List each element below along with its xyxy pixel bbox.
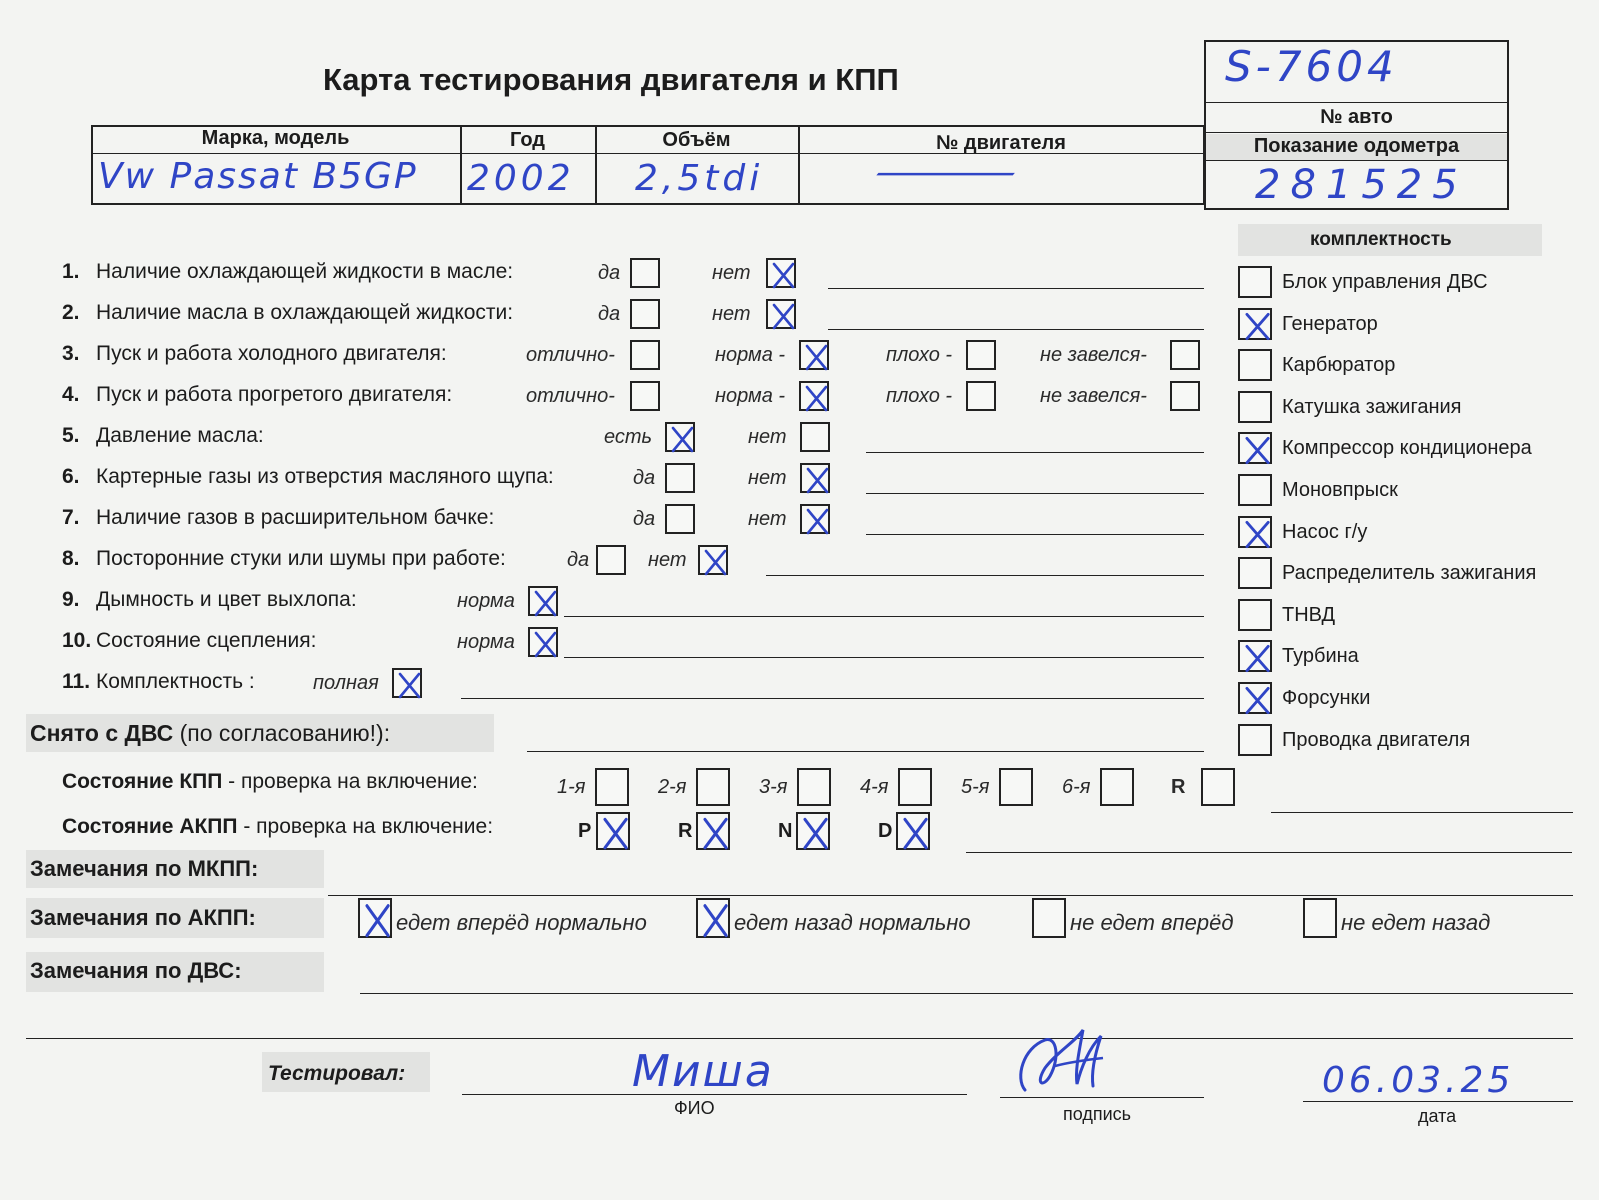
check-mark-icon	[1238, 432, 1276, 468]
check-mark-icon	[799, 340, 833, 374]
komplekt-item-9: ТНВД	[1282, 603, 1336, 626]
value-model: Vw Passat B5GP	[98, 156, 418, 197]
q10-comment-line[interactable]	[564, 657, 1204, 658]
option-label: норма -	[715, 344, 786, 366]
q2-comment-line[interactable]	[828, 329, 1204, 330]
question-text-11: Комплектность :	[96, 670, 255, 693]
check-mark-icon	[665, 422, 699, 456]
divider	[1204, 160, 1509, 161]
akpp-label: Состояние АКПП - проверка на включение:	[62, 815, 494, 838]
q8-option-1-checkbox[interactable]	[596, 545, 626, 575]
question-number: 2.	[62, 301, 80, 324]
q7-option-2-checkbox[interactable]	[800, 504, 830, 534]
question-text-4: Пуск и работа прогретого двигателя:	[96, 383, 453, 406]
question-number: 6.	[62, 465, 80, 488]
q2-option-1-checkbox[interactable]	[630, 299, 660, 329]
option-label: не завелся-	[1040, 344, 1147, 366]
question-text-3: Пуск и работа холодного двигателя:	[96, 342, 447, 365]
q3-option-3-checkbox[interactable]	[966, 340, 996, 370]
check-mark-icon	[896, 812, 934, 854]
value-volume: 2,5tdi	[635, 158, 764, 199]
question-number: 10.	[62, 629, 92, 652]
kpp-gear-3-checkbox[interactable]	[797, 768, 831, 806]
fio-handwritten: Миша	[632, 1046, 774, 1097]
q8-comment-line[interactable]	[766, 575, 1204, 576]
komplekt-item-10: Турбина	[1282, 645, 1359, 668]
q8-option-2-checkbox[interactable]	[698, 545, 728, 575]
komplekt-item-8: Распределитель зажигания	[1282, 562, 1537, 585]
q11-comment-line[interactable]	[461, 698, 1204, 699]
question-text-10: Состояние сцепления:	[96, 629, 317, 652]
q11-option-1-checkbox[interactable]	[392, 668, 422, 698]
komplekt-item-3: Карбюратор	[1282, 354, 1396, 377]
car-number-label: № авто	[1320, 106, 1393, 128]
kpp-gear-label: R	[1171, 776, 1186, 798]
signature-caption: подпись	[1063, 1104, 1132, 1124]
komplekt-item-5: Компрессор кондиционера	[1282, 437, 1532, 460]
option-label: нет	[748, 508, 787, 530]
komplekt-item-4: Катушка зажигания	[1282, 395, 1462, 418]
question-number: 7.	[62, 506, 80, 529]
removed-line[interactable]	[527, 751, 1204, 752]
kpp-gear-label: 1-я	[557, 776, 586, 798]
akpp-remark-2-label: едет назад нормально	[734, 910, 971, 935]
akpp-gear-D-checkbox[interactable]	[896, 812, 930, 850]
q6-comment-line[interactable]	[866, 493, 1204, 494]
question-number: 9.	[62, 588, 80, 611]
q3-option-4-checkbox[interactable]	[1170, 340, 1200, 370]
check-mark-icon	[1238, 640, 1276, 676]
option-label: не завелся-	[1040, 385, 1147, 407]
check-mark-icon	[1238, 516, 1276, 552]
akpp-gear-P-checkbox[interactable]	[596, 812, 630, 850]
option-label: да	[633, 467, 656, 489]
question-text-2: Наличие масла в охлаждающей жидкости:	[96, 301, 514, 324]
q9-option-1-checkbox[interactable]	[528, 586, 558, 616]
check-mark-icon	[698, 545, 732, 579]
check-mark-icon	[528, 627, 562, 661]
mkpp-remark-line[interactable]	[328, 895, 1573, 896]
mkpp-remark-label: Замечания по МКПП:	[30, 856, 259, 881]
question-text-6: Картерные газы из отверстия масляного щупа:	[96, 465, 554, 488]
akpp-gear-label: D	[878, 820, 893, 842]
akpp-line[interactable]	[966, 852, 1572, 853]
check-mark-icon	[799, 381, 833, 415]
question-number: 3.	[62, 342, 80, 365]
question-text-9: Дымность и цвет выхлопа:	[96, 588, 357, 611]
odometer-label: Показание одометра	[1253, 135, 1460, 157]
question-number: 5.	[62, 424, 80, 447]
check-mark-icon	[696, 812, 734, 854]
q7-comment-line[interactable]	[866, 534, 1204, 535]
date-line[interactable]	[1303, 1101, 1573, 1102]
q4-option-2-checkbox[interactable]	[799, 381, 829, 411]
akpp-gear-label: R	[678, 820, 693, 842]
check-mark-icon	[796, 812, 834, 854]
kpp-gear-label: 5-я	[961, 776, 990, 798]
akpp-remark-1-checkbox[interactable]	[358, 898, 392, 938]
question-text-1: Наличие охлаждающей жидкости в масле:	[96, 260, 514, 283]
option-label: нет	[648, 549, 687, 571]
komplekt-item-1: Блок управления ДВС	[1282, 271, 1488, 293]
q1-comment-line[interactable]	[828, 288, 1204, 289]
komplekt-checkbox-1[interactable]	[1238, 266, 1272, 298]
kpp-gear-2-checkbox[interactable]	[696, 768, 730, 806]
odometer-value: 281525	[1255, 162, 1468, 208]
komplekt-checkbox-11[interactable]	[1238, 682, 1272, 714]
check-mark-icon	[800, 463, 834, 497]
kpp-gear-5-checkbox[interactable]	[999, 768, 1033, 806]
komplekt-checkbox-5[interactable]	[1238, 432, 1272, 464]
option-label: да	[567, 549, 590, 571]
kpp-label: Состояние КПП - проверка на включение:	[62, 770, 478, 793]
akpp-gear-label: P	[578, 820, 592, 842]
check-mark-icon	[1238, 682, 1276, 718]
question-text-7: Наличие газов в расширительном бачке:	[96, 506, 495, 529]
option-label: норма -	[715, 385, 786, 407]
q5-option-2-checkbox[interactable]	[800, 422, 830, 452]
car-number-value: S-7604	[1225, 42, 1398, 91]
kpp-gear-4-checkbox[interactable]	[898, 768, 932, 806]
check-mark-icon	[528, 586, 562, 620]
option-label: нет	[748, 467, 787, 489]
komplekt-checkbox-10[interactable]	[1238, 640, 1272, 672]
kpp-gear-label: 2-я	[658, 776, 687, 798]
komplektnost-title: комплектность	[1310, 229, 1452, 250]
dvs-remark-line[interactable]	[360, 993, 1573, 994]
option-label: норма	[457, 631, 515, 653]
akpp-remark-4-label: не едет назад	[1341, 910, 1491, 935]
check-mark-icon	[696, 898, 734, 942]
q6-option-2-checkbox[interactable]	[800, 463, 830, 493]
komplekt-checkbox-6[interactable]	[1238, 474, 1272, 506]
q1-option-2-checkbox[interactable]	[766, 258, 796, 288]
option-label: отлично-	[526, 385, 615, 407]
kpp-gear-1-checkbox[interactable]	[595, 768, 629, 806]
col-header-engine-number: № двигателя	[936, 132, 1066, 154]
divider	[1204, 132, 1509, 133]
q4-option-1-checkbox[interactable]	[630, 381, 660, 411]
check-mark-icon	[766, 258, 800, 292]
check-mark-icon	[392, 668, 426, 702]
q4-option-4-checkbox[interactable]	[1170, 381, 1200, 411]
akpp-remark-4-checkbox[interactable]	[1303, 898, 1337, 938]
col-header-model: Марка, модель	[201, 127, 350, 149]
akpp-remark-3-label: не едет вперёд	[1070, 910, 1234, 935]
option-label: да	[598, 303, 621, 325]
value-engine-number: —	[870, 152, 1022, 193]
komplekt-item-2: Генератор	[1282, 312, 1378, 335]
option-label: полная	[313, 672, 379, 694]
check-mark-icon	[1238, 308, 1276, 344]
q1-option-1-checkbox[interactable]	[630, 258, 660, 288]
option-label: нет	[748, 426, 787, 448]
option-label: отлично-	[526, 344, 615, 366]
option-label: да	[598, 262, 621, 284]
akpp-remark-2-checkbox[interactable]	[696, 898, 730, 938]
akpp-remark-3-checkbox[interactable]	[1032, 898, 1066, 938]
check-mark-icon	[766, 299, 800, 333]
option-label: плохо -	[886, 344, 953, 366]
komplekt-item-7: Насос г/у	[1282, 520, 1368, 543]
value-year: 2002	[467, 158, 575, 199]
akpp-gear-N-checkbox[interactable]	[796, 812, 830, 850]
q3-option-2-checkbox[interactable]	[799, 340, 829, 370]
date-handwritten: 06.03.25	[1322, 1060, 1515, 1101]
date-caption: дата	[1418, 1106, 1457, 1126]
question-number: 11.	[62, 670, 91, 693]
kpp-line[interactable]	[1271, 812, 1573, 813]
dvs-remark-line-2[interactable]	[26, 1038, 1573, 1039]
q5-comment-line[interactable]	[866, 452, 1204, 453]
option-label: есть	[604, 426, 653, 448]
q9-comment-line[interactable]	[564, 616, 1204, 617]
option-label: норма	[457, 590, 515, 612]
kpp-gear-label: 6-я	[1062, 776, 1091, 798]
komplekt-item-11: Форсунки	[1282, 687, 1371, 709]
kpp-gear-label: 4-я	[860, 776, 889, 798]
komplekt-checkbox-7[interactable]	[1238, 516, 1272, 548]
komplekt-checkbox-4[interactable]	[1238, 391, 1272, 423]
question-number: 1.	[62, 260, 80, 283]
komplekt-checkbox-12[interactable]	[1238, 724, 1272, 756]
q2-option-2-checkbox[interactable]	[766, 299, 796, 329]
fio-caption: ФИО	[674, 1098, 715, 1118]
removed-label: Снято с ДВС (по согласованию!):	[30, 720, 391, 746]
dvs-remark-label: Замечания по ДВС:	[30, 958, 242, 983]
tested-label: Тестировал:	[268, 1062, 406, 1085]
col-header-year: Год	[510, 129, 545, 151]
col-header-volume: Объём	[662, 129, 731, 151]
komplekt-checkbox-3[interactable]	[1238, 349, 1272, 381]
page-title: Карта тестирования двигателя и КПП	[323, 62, 899, 97]
check-mark-icon	[800, 504, 834, 538]
question-number: 4.	[62, 383, 80, 406]
q6-option-1-checkbox[interactable]	[665, 463, 695, 493]
q10-option-1-checkbox[interactable]	[528, 627, 558, 657]
akpp-gear-R-checkbox[interactable]	[696, 812, 730, 850]
signature-image	[1005, 1018, 1120, 1098]
question-number: 8.	[62, 547, 80, 570]
q4-option-3-checkbox[interactable]	[966, 381, 996, 411]
kpp-gear-6-checkbox[interactable]	[1100, 768, 1134, 806]
q5-option-1-checkbox[interactable]	[665, 422, 695, 452]
q7-option-1-checkbox[interactable]	[665, 504, 695, 534]
option-label: да	[633, 508, 656, 530]
option-label: нет	[712, 262, 751, 284]
question-text-8: Посторонние стуки или шумы при работе:	[96, 547, 506, 570]
q3-option-1-checkbox[interactable]	[630, 340, 660, 370]
komplekt-item-6: Моновпрыск	[1282, 479, 1398, 501]
akpp-remark-1-label: едет вперёд нормально	[396, 910, 647, 935]
komplekt-checkbox-8[interactable]	[1238, 557, 1272, 589]
divider	[1204, 102, 1509, 103]
option-label: плохо -	[886, 385, 953, 407]
akpp-remark-label: Замечания по АКПП:	[30, 905, 256, 930]
question-text-5: Давление масла:	[96, 424, 264, 447]
check-mark-icon	[358, 898, 396, 942]
akpp-gear-label: N	[778, 820, 793, 842]
kpp-gear-label: 3-я	[759, 776, 788, 798]
komplekt-item-12: Проводка двигателя	[1282, 728, 1471, 751]
kpp-gear-7-checkbox[interactable]	[1201, 768, 1235, 806]
komplekt-checkbox-9[interactable]	[1238, 599, 1272, 631]
check-mark-icon	[596, 812, 634, 854]
komplekt-checkbox-2[interactable]	[1238, 308, 1272, 340]
option-label: нет	[712, 303, 751, 325]
